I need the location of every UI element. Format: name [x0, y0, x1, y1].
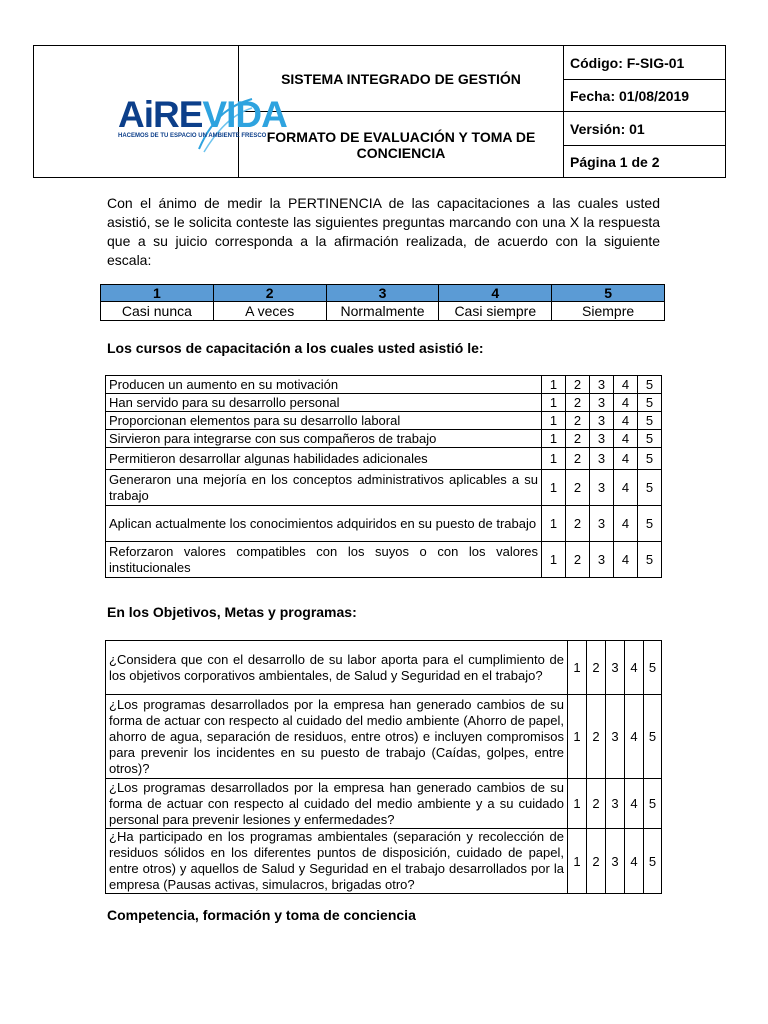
rating-option[interactable]: 2 [566, 412, 590, 430]
scale-number: 3 [326, 285, 439, 302]
question-text: ¿Los programas desarrollados por la empresa han generado cambios de su forma de actuar con respecto al cuidado del medio ambiente (Ahorro de papel, ahorro de agua, separación de residuos, entre otros) e incluyen compromisos para prevenir los incidentes en su puesto de trabajo (Caídas, golpes, entre otros)? [106, 695, 568, 779]
rating-option[interactable]: 4 [614, 470, 638, 506]
document-header [33, 45, 726, 178]
question-text: Producen un aumento en su motivación [106, 376, 542, 394]
logo [118, 94, 287, 136]
system-title: SISTEMA INTEGRADO DE GESTIÓN [239, 46, 564, 112]
rating-scale [100, 284, 665, 321]
scale-label: Casi nunca [101, 302, 214, 321]
question-row [106, 376, 662, 394]
rating-option[interactable]: 2 [566, 470, 590, 506]
document-page: Página 1 de 2 [564, 146, 726, 178]
rating-option[interactable]: 4 [625, 779, 644, 829]
question-text: Proporcionan elementos para su desarrollo laboral [106, 412, 542, 430]
rating-option[interactable]: 5 [644, 641, 662, 695]
logo-vida: VIDA [202, 94, 287, 135]
question-text: Han servido para su desarrollo personal [106, 394, 542, 412]
rating-option[interactable]: 1 [568, 779, 587, 829]
rating-option[interactable]: 3 [590, 506, 614, 542]
rating-option[interactable]: 3 [590, 542, 614, 578]
document-code: Código: F-SIG-01 [564, 46, 726, 80]
rating-option[interactable]: 2 [587, 641, 606, 695]
question-row [106, 394, 662, 412]
rating-option[interactable]: 2 [587, 829, 606, 894]
question-text: Reforzaron valores compatibles con los suyos o con los valores institucionales [106, 542, 542, 578]
rating-option[interactable]: 5 [638, 542, 662, 578]
rating-option[interactable]: 5 [638, 394, 662, 412]
rating-option[interactable]: 4 [614, 376, 638, 394]
intro-paragraph: Con el ánimo de medir la PERTINENCIA de las capacitaciones a las cuales usted asistió, se le solicita conteste las siguientes preguntas marcando con una X la respuesta que a su juicio corresponda a la afirmación realizada, de acuerdo con la siguiente escala: [107, 195, 660, 268]
rating-option[interactable]: 5 [638, 430, 662, 448]
rating-option[interactable]: 3 [590, 430, 614, 448]
rating-option[interactable]: 2 [566, 448, 590, 470]
format-title: FORMATO DE EVALUACIÓN Y TOMA DE CONCIENCIA [239, 112, 564, 178]
scale-number: 2 [213, 285, 326, 302]
rating-option[interactable]: 5 [638, 412, 662, 430]
rating-option[interactable]: 3 [590, 394, 614, 412]
rating-option[interactable]: 4 [625, 695, 644, 779]
scale-label: Normalmente [326, 302, 439, 321]
rating-option[interactable]: 3 [590, 448, 614, 470]
question-row [106, 506, 662, 542]
rating-option[interactable]: 3 [606, 695, 625, 779]
section-heading-competence: Competencia, formación y toma de conciencia [107, 907, 416, 923]
rating-option[interactable]: 4 [625, 641, 644, 695]
rating-option[interactable]: 1 [542, 506, 566, 542]
rating-option[interactable]: 2 [566, 376, 590, 394]
rating-option[interactable]: 1 [542, 542, 566, 578]
scale-label: Siempre [552, 302, 665, 321]
rating-option[interactable]: 4 [614, 412, 638, 430]
rating-option[interactable]: 5 [644, 829, 662, 894]
rating-option[interactable]: 4 [614, 542, 638, 578]
rating-option[interactable]: 1 [542, 430, 566, 448]
question-row [106, 641, 662, 695]
rating-option[interactable]: 3 [590, 412, 614, 430]
question-text: ¿Los programas desarrollados por la empresa han generado cambios de su forma de actuar con respecto al cuidado del medio ambiente y a su cuidado personal para prevenir lesiones y enfermedades? [106, 779, 568, 829]
question-text: Permitieron desarrollar algunas habilidades adicionales [106, 448, 542, 470]
question-text: ¿Ha participado en los programas ambientales (separación y recolección de residuos sólidos en los diferentes puntos de disposición, cuidado de papel, entre otros) y aquellos de Salud y Seguridad en el trabajo desarrollados por la empresa (Pausas activas, simulacros, brigadas otro? [106, 829, 568, 894]
rating-option[interactable]: 3 [606, 779, 625, 829]
rating-option[interactable]: 1 [568, 695, 587, 779]
rating-option[interactable]: 3 [590, 470, 614, 506]
rating-option[interactable]: 4 [614, 430, 638, 448]
question-row [106, 542, 662, 578]
question-row [106, 695, 662, 779]
scale-number: 5 [552, 285, 665, 302]
question-text: Sirvieron para integrarse con sus compañeros de trabajo [106, 430, 542, 448]
rating-option[interactable]: 2 [587, 695, 606, 779]
section-heading-courses: Los cursos de capacitación a los cuales usted asistió le: [107, 340, 484, 356]
question-row [106, 829, 662, 894]
scale-number: 4 [439, 285, 552, 302]
rating-option[interactable]: 3 [606, 829, 625, 894]
rating-option[interactable]: 1 [542, 470, 566, 506]
rating-option[interactable]: 4 [614, 394, 638, 412]
rating-option[interactable]: 2 [566, 430, 590, 448]
question-row [106, 448, 662, 470]
scale-number: 1 [101, 285, 214, 302]
rating-option[interactable]: 4 [625, 829, 644, 894]
question-text: Generaron una mejoría en los conceptos administrativos aplicables a su trabajo [106, 470, 542, 506]
scale-label: Casi siempre [439, 302, 552, 321]
rating-option[interactable]: 1 [542, 412, 566, 430]
rating-option[interactable]: 1 [542, 394, 566, 412]
question-row [106, 412, 662, 430]
question-row [106, 430, 662, 448]
logo-cell [34, 46, 287, 178]
logo-slogan: HACEMOS DE TU ESPACIO UN AMBIENTE FRESCO [118, 133, 267, 139]
rating-option[interactable]: 1 [542, 376, 566, 394]
rating-option[interactable]: 1 [568, 641, 587, 695]
rating-option[interactable]: 4 [614, 448, 638, 470]
rating-option[interactable]: 3 [606, 641, 625, 695]
rating-option[interactable]: 5 [644, 779, 662, 829]
rating-option[interactable]: 5 [644, 695, 662, 779]
question-text: Aplican actualmente los conocimientos adquiridos en su puesto de trabajo [106, 506, 542, 542]
rating-option[interactable]: 2 [566, 506, 590, 542]
rating-option[interactable]: 4 [614, 506, 638, 542]
courses-question-table [105, 375, 662, 578]
document-version: Versión: 01 [564, 112, 726, 146]
rating-option[interactable]: 2 [566, 394, 590, 412]
rating-option[interactable]: 2 [587, 779, 606, 829]
rating-option[interactable]: 5 [638, 448, 662, 470]
section-heading-objectives: En los Objetivos, Metas y programas: [107, 604, 357, 620]
rating-option[interactable]: 5 [638, 376, 662, 394]
rating-option[interactable]: 5 [638, 506, 662, 542]
question-row [106, 779, 662, 829]
rating-option[interactable]: 3 [590, 376, 614, 394]
logo-air: AiRE [118, 94, 203, 135]
scale-label: A veces [213, 302, 326, 321]
rating-option[interactable]: 2 [566, 542, 590, 578]
rating-option[interactable]: 5 [638, 470, 662, 506]
question-text: ¿Considera que con el desarrollo de su labor aporta para el cumplimiento de los objetivos corporativos ambientales, de Salud y Seguridad en el trabajo? [106, 641, 568, 695]
document-date: Fecha: 01/08/2019 [564, 80, 726, 112]
rating-option[interactable]: 1 [568, 829, 587, 894]
objectives-question-table [105, 640, 662, 894]
question-row [106, 470, 662, 506]
rating-option[interactable]: 1 [542, 448, 566, 470]
